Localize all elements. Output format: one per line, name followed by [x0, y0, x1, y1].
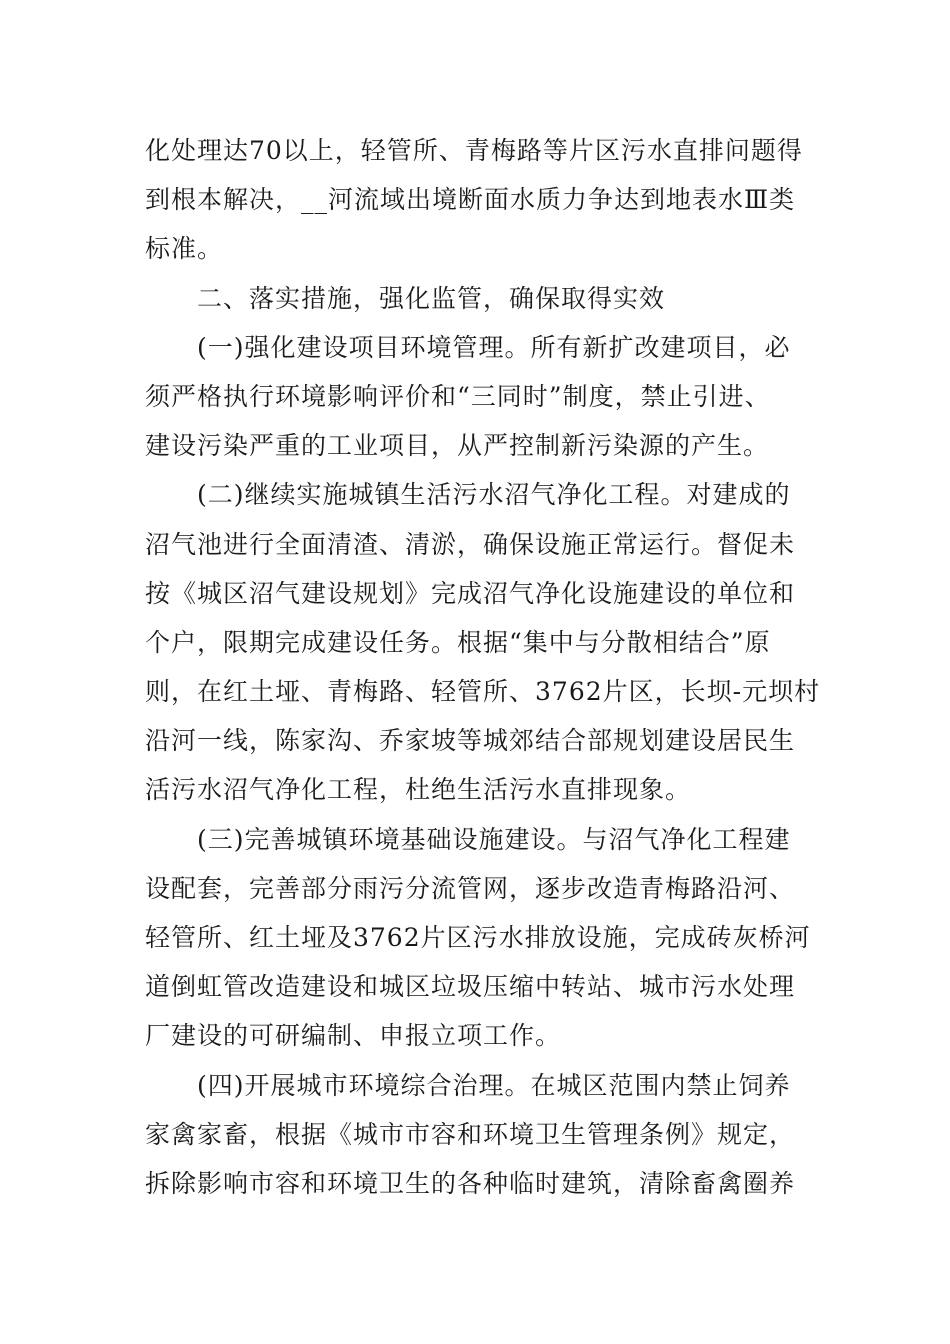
text-line: 轻管所、红土垭及3762片区污水排放设施，完成砖灰桥河: [145, 923, 811, 952]
text-line: 拆除影响市容和环境卫生的各种临时建筑，清除畜禽圈养: [145, 1168, 796, 1198]
text-line: (一)强化建设项目环境管理。所有新扩改建项目，必: [197, 332, 791, 362]
text-line: 厂建设的可研编制、申报立项工作。: [145, 1021, 562, 1051]
text-line: 到根本解决，__河流域出境断面水质力争达到地表水Ⅲ类: [145, 185, 796, 215]
text-line: 个户，限期完成建设任务。根据“集中与分散相结合”原: [145, 627, 771, 657]
document-body: [145, 126, 821, 1208]
text-line: 建设污染严重的工业项目，从严控制新污染源的产生。: [145, 431, 770, 461]
section-heading: 二、落实措施，强化监管，确保取得实效: [197, 283, 666, 313]
text-line: (三)完善城镇环境基础设施建设。与沼气净化工程建: [197, 824, 791, 854]
text-line: 活污水沼气净化工程，杜绝生活污水直排现象。: [145, 775, 692, 805]
text-line: 标准。: [145, 234, 224, 264]
text-line: (二)继续实施城镇生活污水沼气净化工程。对建成的: [197, 480, 791, 510]
text-line: 设配套，完善部分雨污分流管网，逐步改造青梅路沿河、: [145, 873, 796, 903]
text-line: 家禽家畜，根据《城市市容和环境卫生管理条例》规定，: [145, 1119, 796, 1149]
text-line: 则，在红土垭、青梅路、轻管所、3762片区，长坝-元坝村: [145, 677, 821, 707]
text-line: 须严格执行环境影响评价和“三同时”制度，禁止引进、: [145, 381, 771, 411]
text-line: 按《城区沼气建设规划》完成沼气净化设施建设的单位和: [145, 578, 796, 608]
text-line: (四)开展城市环境综合治理。在城区范围内禁止饲养: [197, 1070, 791, 1100]
text-line: 道倒虹管改造建设和城区垃圾压缩中转站、城市污水处理: [145, 972, 796, 1002]
text-line: 沼气池进行全面清渣、清淤，确保设施正常运行。督促未: [145, 529, 796, 559]
text-line: 沿河一线，陈家沟、乔家坡等城郊结合部规划建设居民生: [145, 726, 796, 756]
text-line: 化处理达70以上，轻管所、青梅路等片区污水直排问题得: [145, 136, 803, 165]
